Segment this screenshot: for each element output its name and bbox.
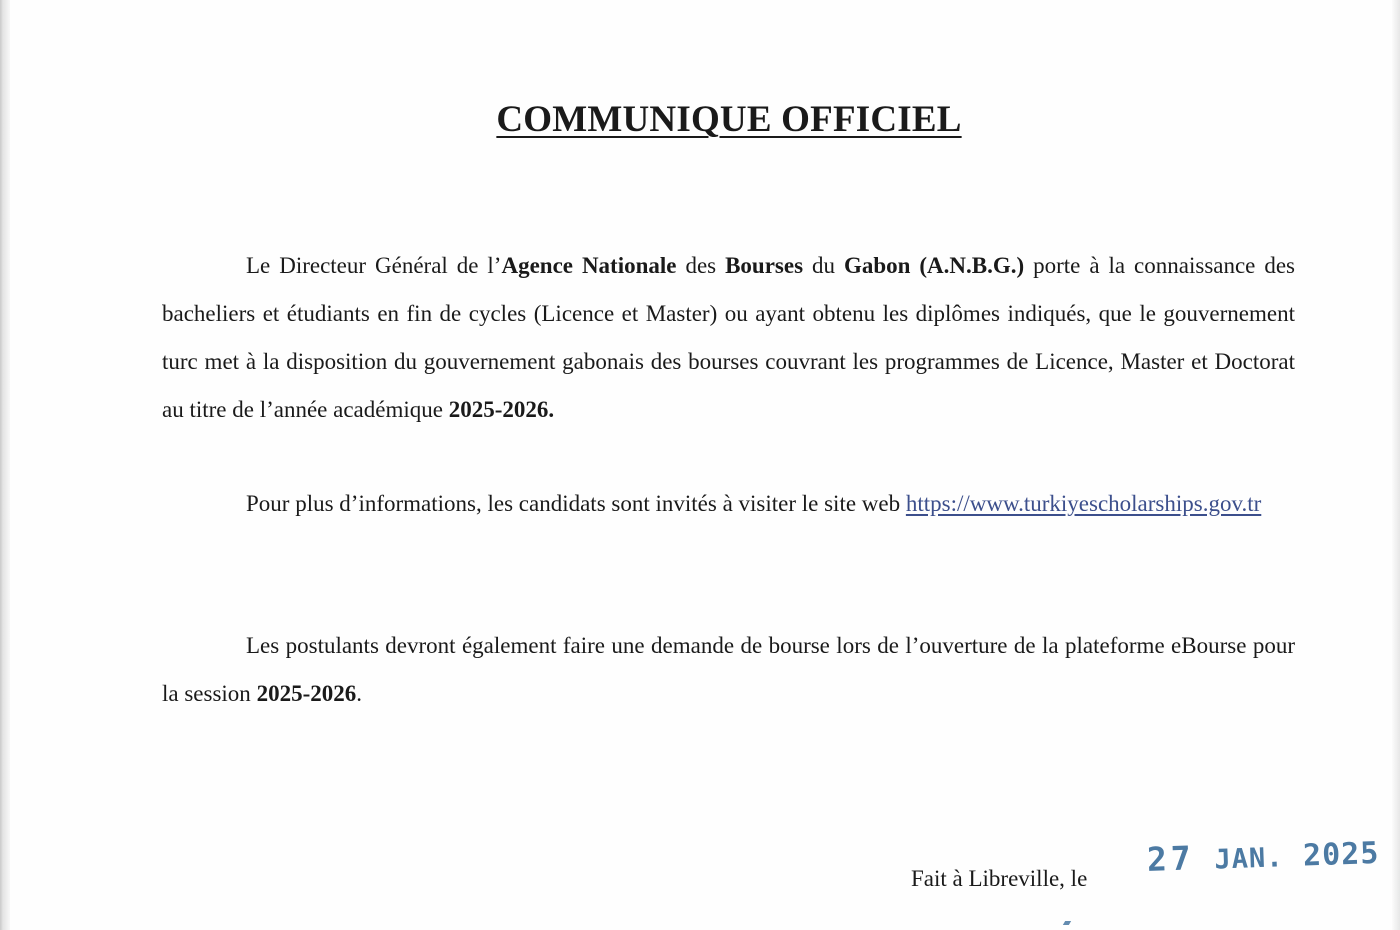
signature-mark <box>1063 921 1071 925</box>
scholarship-website-link[interactable]: https://www.turkiyescholarships.gov.tr <box>905 491 1262 516</box>
paragraph-information <box>162 480 1295 528</box>
date-stamp <box>1146 832 1380 879</box>
p1-text-2: des <box>676 253 726 278</box>
p2-text: Pour plus d’informations, les candidats sont invités à visiter le site web <box>246 491 901 516</box>
p1-bourses: Bourses <box>725 253 804 278</box>
stamp-month: JAN. <box>1213 842 1285 876</box>
stamp-day: 27 <box>1146 838 1196 879</box>
p3-text: Les postulants devront également faire une demande de bourse lors de l’ouverture de la plateforme eBourse pour la session <box>162 633 1295 706</box>
p3-session-year: 2025-2026 <box>256 681 357 706</box>
paragraph-application <box>162 622 1295 718</box>
p1-agency-name: Agence Nationale <box>501 253 677 278</box>
stamp-year: 2025 <box>1302 835 1380 874</box>
p1-academic-year: 2025-2026. <box>448 397 555 422</box>
p1-gabon-acronym: Gabon (A.N.B.G.) <box>843 253 1025 278</box>
document-title: COMMUNIQUE OFFICIEL <box>496 99 962 140</box>
paragraph-announcement <box>162 242 1295 434</box>
p1-text-3: du <box>803 253 844 278</box>
p3-end: . <box>356 681 362 706</box>
p1-text-1: Le Directeur Général de l’ <box>246 253 502 278</box>
p1-text-4: porte à la connaissance des bacheliers et étudiants en fin de cycles (Licence et Master) ou ayant obtenu les diplômes indiqués, que le gouvernement turc met à la disposition du gouvernement gabonais des bourses couvrant les programmes de Licence, Master et Doctorat au titre de l’année académique <box>162 253 1296 422</box>
signoff-place: Fait à Libreville, le <box>911 866 1088 891</box>
